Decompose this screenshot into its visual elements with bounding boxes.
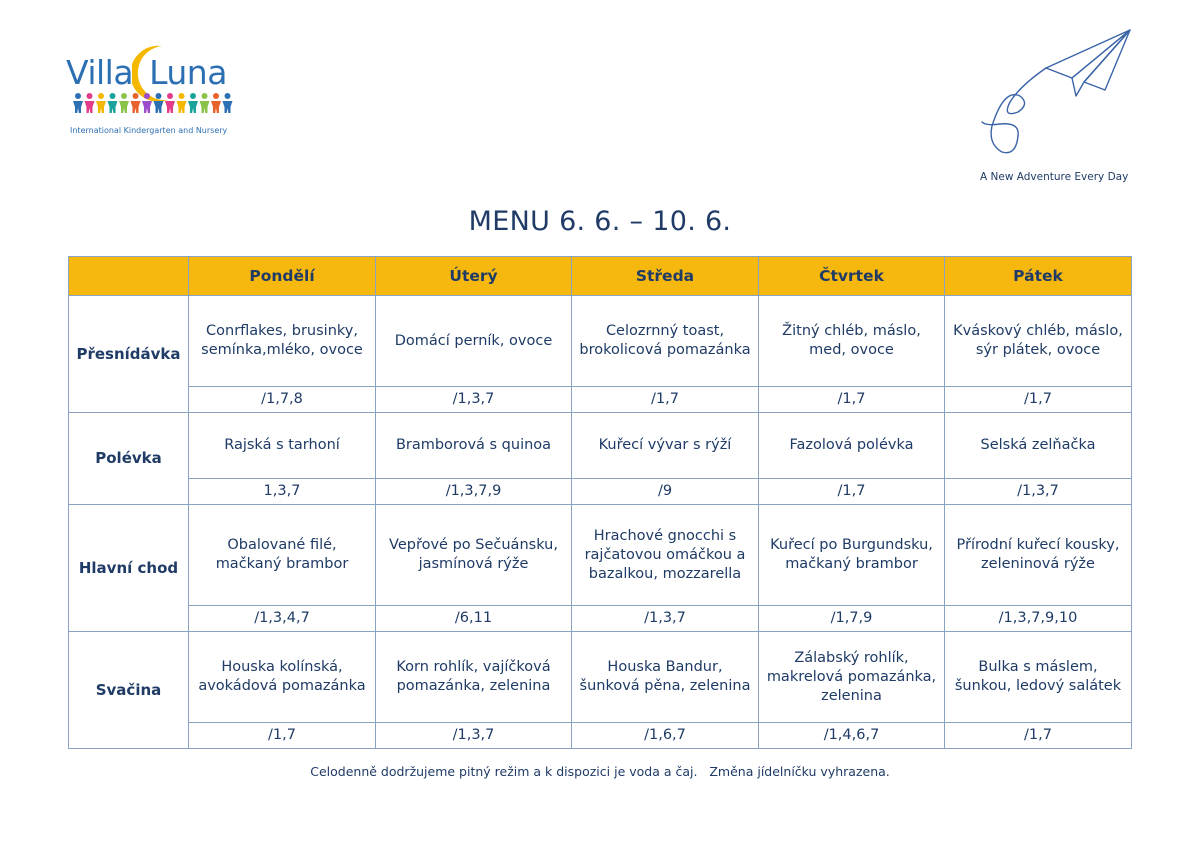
dish-cell: Kuřecí po Burgundsku, mačkaný brambor	[759, 505, 945, 606]
allergen-cell: 1,3,7	[189, 479, 376, 505]
allergen-cell: /1,3,7	[376, 387, 572, 413]
allergen-cell: /1,7	[945, 387, 1132, 413]
allergen-row	[69, 479, 1132, 505]
meal-row-snack-morning	[69, 296, 1132, 387]
dish-cell: Bramborová s quinoa	[376, 413, 572, 479]
dish-cell: Žitný chléb, máslo, med, ovoce	[759, 296, 945, 387]
day-header-tuesday: Úterý	[376, 257, 572, 296]
allergen-cell: /1,3,7,9	[376, 479, 572, 505]
allergen-cell: /1,7	[189, 723, 376, 749]
allergen-cell: /1,7	[945, 723, 1132, 749]
allergen-row	[69, 723, 1132, 749]
allergen-cell: /1,7	[759, 479, 945, 505]
meal-row-main-course	[69, 505, 1132, 606]
logo-wordmark	[66, 53, 227, 92]
days-header-row	[69, 257, 1132, 296]
dish-cell: Fazolová polévka	[759, 413, 945, 479]
day-header-friday: Pátek	[945, 257, 1132, 296]
allergen-cell: /1,7,8	[189, 387, 376, 413]
day-header-thursday: Čtvrtek	[759, 257, 945, 296]
header-corner-cell	[69, 257, 189, 296]
dish-cell: Celozrnný toast, brokolicová pomazánka	[572, 296, 759, 387]
menu-title: MENU 6. 6. – 10. 6.	[468, 206, 732, 237]
weekly-menu-table	[68, 256, 1132, 749]
meal-label: Přesnídávka	[69, 296, 189, 413]
dish-cell: Domácí perník, ovoce	[376, 296, 572, 387]
allergen-cell: /9	[572, 479, 759, 505]
dish-cell: Kuřecí vývar s rýží	[572, 413, 759, 479]
villa-luna-logo	[66, 44, 256, 144]
dish-cell: Houska kolínská, avokádová pomazánka	[189, 632, 376, 723]
meal-label: Hlavní chod	[69, 505, 189, 632]
allergen-row	[69, 606, 1132, 632]
children-icon	[72, 92, 242, 114]
dish-cell: Přírodní kuřecí kousky, zeleninová rýže	[945, 505, 1132, 606]
allergen-cell: /1,7	[759, 387, 945, 413]
allergen-cell: /1,3,7,9,10	[945, 606, 1132, 632]
dish-cell: Vepřové po Sečuánsku, jasmínová rýže	[376, 505, 572, 606]
meal-row-soup	[69, 413, 1132, 479]
dish-cell: Selská zelňačka	[945, 413, 1132, 479]
tagline: A New Adventure Every Day	[980, 171, 1129, 183]
dish-cell: Obalované filé, mačkaný brambor	[189, 505, 376, 606]
dish-cell: Houska Bandur, šunková pěna, zelenina	[572, 632, 759, 723]
footer-note: Celodenně dodržujeme pitný režim a k dispozici je voda a čaj. Změna jídelníčku vyhrazena.	[310, 764, 890, 779]
paper-plane-icon	[980, 26, 1140, 161]
day-header-wednesday: Středa	[572, 257, 759, 296]
day-header-monday: Pondělí	[189, 257, 376, 296]
logo-word-luna: Luna	[149, 53, 227, 92]
dish-cell: Zálabský rohlík, makrelová pomazánka, zelenina	[759, 632, 945, 723]
meal-label: Svačina	[69, 632, 189, 749]
allergen-cell: /1,7,9	[759, 606, 945, 632]
dish-cell: Rajská s tarhoní	[189, 413, 376, 479]
meal-row-snack-afternoon	[69, 632, 1132, 723]
logo-subtitle: International Kindergarten and Nursery	[70, 126, 228, 135]
allergen-cell: /1,6,7	[572, 723, 759, 749]
allergen-cell: /1,3,4,7	[189, 606, 376, 632]
dish-cell: Conrflakes, brusinky, semínka,mléko, ovoce	[189, 296, 376, 387]
allergen-cell: /1,3,7	[376, 723, 572, 749]
allergen-cell: /1,3,7	[572, 606, 759, 632]
allergen-cell: /1,7	[572, 387, 759, 413]
logo-word-villa: Villa	[66, 53, 134, 92]
dish-cell: Hrachové gnocchi s rajčatovou omáčkou a bazalkou, mozzarella	[572, 505, 759, 606]
allergen-row	[69, 387, 1132, 413]
dish-cell: Korn rohlík, vajíčková pomazánka, zelenina	[376, 632, 572, 723]
allergen-cell: /6,11	[376, 606, 572, 632]
dish-cell: Bulka s máslem, šunkou, ledový salátek	[945, 632, 1132, 723]
allergen-cell: /1,4,6,7	[759, 723, 945, 749]
meal-label: Polévka	[69, 413, 189, 505]
dish-cell: Kváskový chléb, máslo, sýr plátek, ovoce	[945, 296, 1132, 387]
allergen-cell: /1,3,7	[945, 479, 1132, 505]
